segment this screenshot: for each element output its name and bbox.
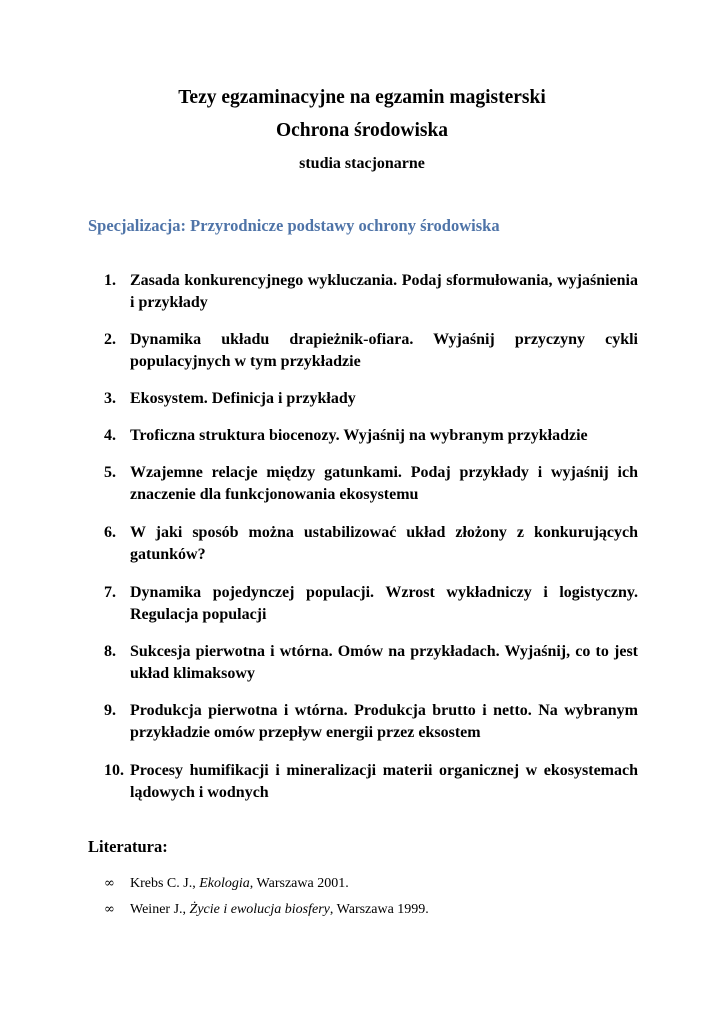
thesis-item (104, 270, 638, 314)
document-subject: Ochrona środowiska (275, 120, 449, 141)
thesis-number: 10. (104, 762, 124, 779)
infinity-bullet-icon: ∞ (104, 876, 115, 891)
literature-details: , Warszawa 1999. (329, 902, 429, 917)
thesis-text: Troficzna struktura biocenozy. Wyjaśnij na wybranym przykładzie (130, 427, 588, 444)
specialization-heading: Specjalizacja: Przyrodnicze podstawy ochrony środowiska (88, 216, 500, 235)
thesis-number: 6. (104, 524, 116, 541)
thesis-text: W jaki sposób można ustabilizować układ złożony z konkurujących gatunków? (130, 524, 638, 563)
thesis-item (104, 522, 638, 566)
literature-heading: Literatura: (88, 837, 168, 856)
thesis-number: 4. (104, 427, 116, 444)
literature-author: Weiner J., (130, 902, 190, 917)
document-title: Tezy egzaminacyjne na egzamin magisterski (178, 87, 546, 108)
thesis-number: 9. (104, 702, 116, 719)
thesis-item (104, 641, 638, 685)
literature-title: Życie i ewolucja biosfery (189, 902, 330, 917)
literature-author: Krebs C. J., (130, 876, 200, 891)
literature-title: Ekologia (199, 876, 250, 891)
infinity-bullet-icon: ∞ (104, 902, 115, 917)
thesis-text: Procesy humifikacji i mineralizacji materii organicznej w ekosystemach lądowych i wodnych (130, 762, 638, 801)
thesis-item (104, 760, 638, 804)
thesis-text: Dynamika pojedynczej populacji. Wzrost wykładniczy i logistyczny. Regulacja populacji (130, 584, 638, 623)
thesis-text: Dynamika układu drapieżnik-ofiara. Wyjaśnij przyczyny cykli populacyjnych w tym przykładzie (130, 331, 638, 370)
literature-item (104, 875, 349, 893)
thesis-number: 7. (104, 584, 116, 601)
thesis-item (104, 582, 638, 626)
study-mode: studia stacjonarne (299, 155, 425, 172)
literature-details: , Warszawa 2001. (249, 876, 349, 891)
thesis-number: 1. (104, 272, 116, 289)
thesis-text: Zasada konkurencyjnego wykluczania. Podaj sformułowania, wyjaśnienia i przykłady (130, 272, 638, 311)
thesis-text: Wzajemne relacje między gatunkami. Podaj przykłady i wyjaśnij ich znaczenie dla funkcjonowania ekosystemu (130, 464, 638, 503)
thesis-number: 2. (104, 331, 116, 348)
thesis-number: 5. (104, 464, 116, 481)
thesis-number: 3. (104, 390, 116, 407)
thesis-item (104, 700, 638, 744)
thesis-text: Ekosystem. Definicja i przykłady (130, 390, 356, 407)
literature-item (104, 901, 429, 919)
thesis-text: Sukcesja pierwotna i wtórna. Omów na przykładach. Wyjaśnij, co to jest układ klimaksowy (130, 643, 638, 682)
thesis-text: Produkcja pierwotna i wtórna. Produkcja brutto i netto. Na wybranym przykładzie omów przepływ energii przez eksostem (130, 702, 638, 741)
thesis-item (104, 329, 638, 373)
thesis-item (104, 388, 638, 410)
thesis-number: 8. (104, 643, 116, 660)
thesis-item (104, 425, 638, 447)
thesis-item (104, 462, 638, 506)
